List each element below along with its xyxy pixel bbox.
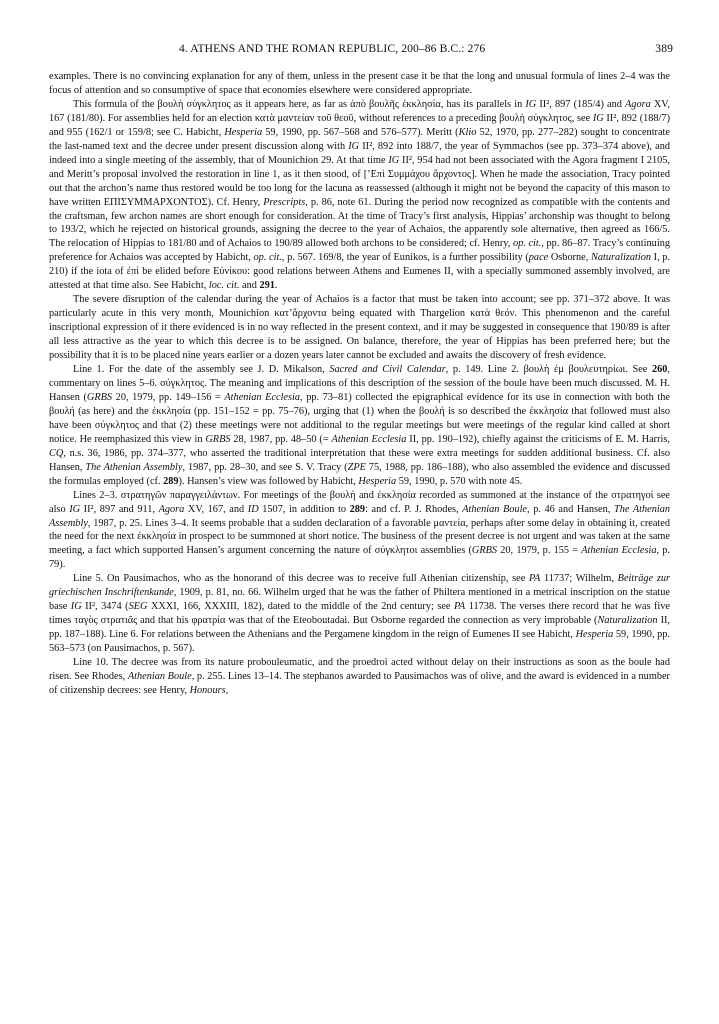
paragraph-5: Lines 2–3. στρατηγῶν παραγγειλάντων. For meetings of the βουλή and ἐκκλησία recorded as summoned at the instance of the στρατηγοί see also IG II², 897 and 911, Agora XV, 167, and ID 1507, in addition to 289: and cf. P. J. Rhodes, Athenian Boule, p. 46 and Hansen, The Athenian Assembly, 1987, p. 25. Lines 3–4. It seems probable that a sudden declaration of a favorable μαντεία, perhaps after some delay in obtaining it, created the need for the next ἐκκλησία in prospect to be summoned at short notice. The business of the present decree is not urgent and was taken at the same meeting, a fact which supported Hansen’s argument concerning the nature of σύγκλητοι assemblies (GRBS 20, 1979, p. 155 = Athenian Ecclesia, p. 79).	[49, 489, 671, 571]
paragraph-1: examples. There is no convincing explanation for any of them, unless in the present case it be that the long and unusual formula of lines 2–4 was the focus of attention and so consumptive of space that economies elsewhere were considered appropriate.	[49, 71, 670, 96]
paragraph-4: Line 1. For the date of the assembly see J. D. Mikalson, Sacred and Civil Calendar, p. 149. Line 2. βουλὴ ἐμ βουλευτηρίωι. See 260, commentary on lines 5–6. σύγκλητος. The meaning and implications of this description of the session of the boule have been much discussed. M. H. Hansen (GRBS 20, 1979, pp. 149–156 = Athenian Ecclesia, pp. 73–81) collected the epigraphical evidence for its use in connection with both the βουλή (as here) and the ἐκκλησία (pp. 151–152 = pp. 75–76), urging that (1) when the βουλή is so described the ἐκκλησία that followed must also have been σύγκλητος and that (2) these meetings were not additional to the regular meetings but were meetings of the regular kind called at short notice. He reemphasized this view in GRBS 28, 1987, pp. 48–50 (= Athenian Ecclesia II, pp. 190–192), chiefly against the criticisms of E. M. Harris, CQ, n.s. 36, 1986, pp. 374–377, who asserted the traditional interpretation that these were extra meetings for sudden additional business. Cf. also Hansen, The Athenian Assembly, 1987, pp. 28–30, and see S. V. Tracy (ZPE 75, 1988, pp. 186–188), who also assembled the evidence and discussed the formulas employed (cf. 289). Hansen’s view was followed by Habicht, Hesperia 59, 1990, p. 570 with note 45.	[49, 364, 670, 487]
paragraph-6: Line 5. On Pausimachos, who as the honorand of this decree was to receive full Athenian citizenship, see PA 11737; Wilhelm, Beiträge zur griechischen Inschriftenkunde, 1909, p. 81, no. 66. Wilhelm urged that he was the father of Philtera mentioned in a metrical inscription on the statue base IG II², 3474 (SEG XXXI, 166, XXXIII, 182), dated to the middle of the 2nd century; see PA 11738. The verses there record that he was five times ταγὸς στρατιᾶς and that his φρατρία was that of the Eteoboutadai. But Osborne regarded the connection as very improbable (Naturalization II, pp. 187–188). Line 6. For relations between the Athenians and the Pergamene kingdom in the reign of Eumenes II see Habicht, Hesperia 59, 1990, pp. 563–573 (on Pausimachos, p. 567).	[49, 573, 670, 655]
paragraph-3: The severe disruption of the calendar during the year of Achaios is a factor that must be taken into account; see pp. 371–372 above. It was particularly acute in this very month, Mounichion κατ’ἄρχοντα being equated with Thargelion κατὰ θεόν. This phenomenon and the careful inscriptional expression of it there evidenced is in no way reflected in the present context, and it may be suggested in consequence that 190/89 is after all less attractive as the year to which this decree is to be assigned. On balance, therefore, the year of Hippias has been preferred here; but the possibility that it is to be placed nine years earlier or a dozen years later cannot be excluded and awaits the discovery of fresh evidence.	[49, 294, 670, 362]
paragraph-2: This formula of the βουλὴ σύγκλητος as it appears here, as far as ἀπὸ βουλῆς ἐκκλησία, has its parallels in IG II², 897 (185/4) and Agora XV, 167 (181/80). For assemblies held for an election κατὰ μαντείαν τοῦ θεοῦ, without references to a preceding βουλὴ σύγκλητος, see IG II², 892 (188/7) and 955 (162/1 or 159/8; see C. Habicht, Hesperia 59, 1990, pp. 567–568 and 576–577). Meritt (Klio 52, 1970, pp. 277–282) sought to concentrate the last-named text and the decree under present discussion along with IG II², 892 into 188/7, the year of Symmachos (see pp. 373–374 above), and indeed into a single meeting of the assembly, that of Mounichion 29. At that time IG II², 954 had not been associated with the Agora fragment I 2105, and Meritt’s proposal involved the restoration in line 1, as it then stood, of [’Επὶ Συμμάχου ἄρχοντος]. When he made the association, Tracy pointed out that the archon’s name thus restored would be too long for the lacuna as reassessed (although it might not be beyond the capacity of this mason to have written ΕΠΙΣΥΜΜΑΡΧΟΝΤΟΣ). Cf. Henry, Prescripts, p. 86, note 61. During the period now recognized as compatible with the contents and the craftsman, few archon names are short enough for consideration. At the time of Tracy’s first analysis, Hippias’ archonship was thought to belong to 193/2, which he rejected on historical grounds, assigning the decree to the year of Achaios, the apparently sole alternative, then agreed as 166/5. The relocation of Hippias to 181/80 and of Achaios to 190/89 allowed both archons to be considered; cf. Henry, op. cit., pp. 86–87. Tracy’s continuing preference for Achaios was accepted by Habicht, op. cit., p. 567. 169/8, the year of Eunikos, is a further possibility (pace Osborne, Naturalization I, p. 210) if the iota of ἐπὶ be elided before Εὐνίκου: good relations between Athens and Eumenes II, with a specially summoned assembly involved, are attested at that time also. See Habicht, loc. cit. and 291.	[49, 98, 671, 292]
running-head-title: 4. ATHENS AND THE ROMAN REPUBLIC, 200–86 B.C.: 276	[179, 42, 486, 55]
body-text	[49, 70, 670, 698]
paragraph-7: Line 10. The decree was from its nature probouleumatic, and the proedroi acted without delay on their instructions as soon as the boule had risen. See Rhodes, Athenian Boule, p. 255. Lines 13–14. The stephanos awarded to Pausimachos was of olive, and the award is evidenced in a number of citizenship decrees: see Henry, Honours,	[49, 657, 670, 696]
running-header	[0, 42, 719, 62]
page-number: 389	[655, 42, 673, 55]
